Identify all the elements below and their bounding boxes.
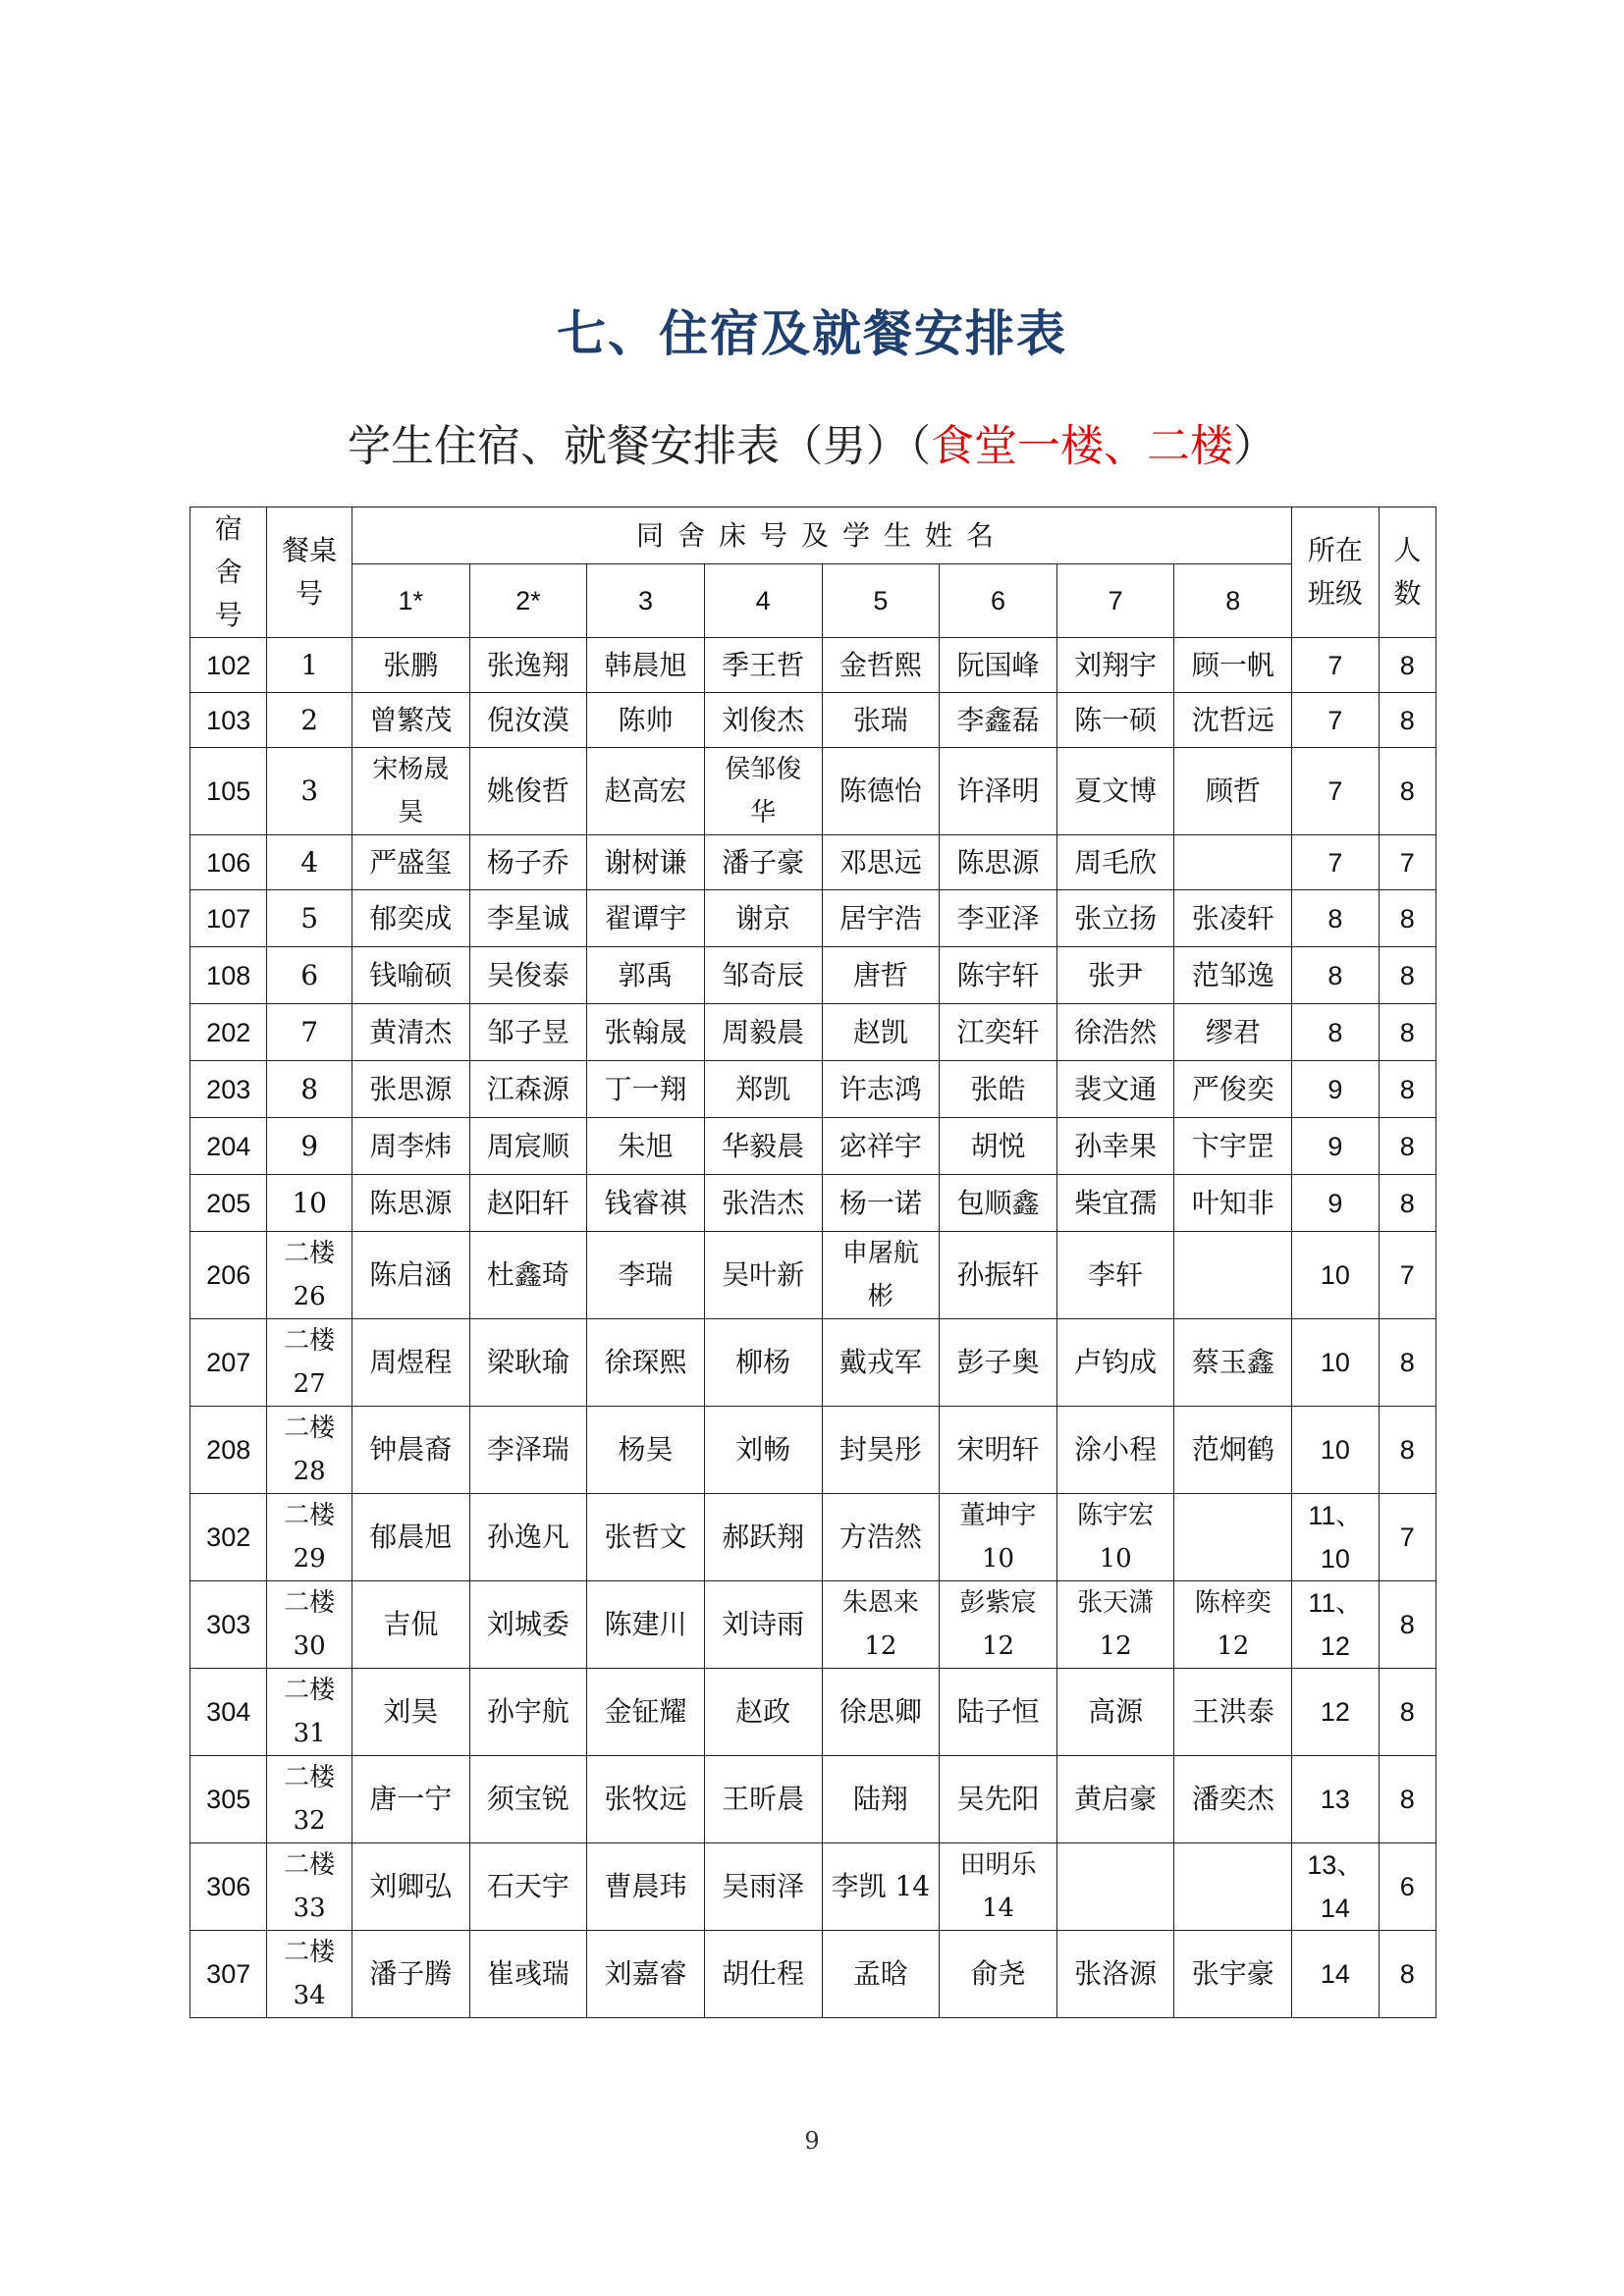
cell-class: 8 bbox=[1292, 1004, 1379, 1061]
cell-student-name: 范炯鹤 bbox=[1174, 1407, 1292, 1494]
cell-count: 8 bbox=[1379, 1407, 1435, 1494]
cell-table-number: 1 bbox=[267, 638, 352, 693]
cell-count: 8 bbox=[1379, 1669, 1435, 1756]
table-row bbox=[190, 835, 1436, 890]
subtitle-canteen-floors: 食堂一楼、二楼 bbox=[931, 421, 1233, 471]
table-row bbox=[190, 1843, 1436, 1931]
cell-student-name: 吴叶新 bbox=[704, 1232, 822, 1319]
cell-student-name: 赵高宏 bbox=[587, 748, 705, 835]
cell-student-name: 居宇浩 bbox=[822, 890, 940, 947]
cell-student-name: 田明乐 14 bbox=[940, 1843, 1057, 1931]
cell-student-name: 涂小程 bbox=[1056, 1407, 1174, 1494]
cell-student-name: 张天潇 12 bbox=[1056, 1581, 1174, 1669]
cell-student-name: 范邹逸 bbox=[1174, 947, 1292, 1004]
cell-student-name: 叶知非 bbox=[1174, 1175, 1292, 1232]
table-row bbox=[190, 947, 1436, 1004]
cell-student-name: 夏文博 bbox=[1056, 748, 1174, 835]
cell-student-name: 潘子豪 bbox=[704, 835, 822, 890]
table-row bbox=[190, 693, 1436, 748]
cell-student-name: 吴雨泽 bbox=[704, 1843, 822, 1931]
cell-dorm-number: 106 bbox=[190, 835, 267, 890]
cell-student-name bbox=[1174, 835, 1292, 890]
cell-count: 8 bbox=[1379, 1118, 1435, 1175]
cell-student-name: 高源 bbox=[1056, 1669, 1174, 1756]
cell-student-name: 孙逸凡 bbox=[469, 1494, 587, 1581]
header-bed-6: 6 bbox=[940, 564, 1057, 638]
cell-student-name: 朱旭 bbox=[587, 1118, 705, 1175]
cell-dorm-number: 202 bbox=[190, 1004, 267, 1061]
cell-student-name: 邹奇辰 bbox=[704, 947, 822, 1004]
cell-student-name: 周宸顺 bbox=[469, 1118, 587, 1175]
cell-student-name: 张鹏 bbox=[352, 638, 469, 693]
cell-dorm-number: 105 bbox=[190, 748, 267, 835]
cell-table-number: 5 bbox=[267, 890, 352, 947]
cell-student-name: 张牧远 bbox=[587, 1756, 705, 1843]
cell-dorm-number: 305 bbox=[190, 1756, 267, 1843]
cell-student-name: 宓祥宇 bbox=[822, 1118, 940, 1175]
cell-class: 7 bbox=[1292, 748, 1379, 835]
cell-student-name: 翟谭宇 bbox=[587, 890, 705, 947]
cell-count: 8 bbox=[1379, 1061, 1435, 1118]
cell-student-name: 邹子昱 bbox=[469, 1004, 587, 1061]
cell-student-name: 封昊彤 bbox=[822, 1407, 940, 1494]
table-row bbox=[190, 1319, 1436, 1407]
cell-student-name: 卢钧成 bbox=[1056, 1319, 1174, 1407]
cell-dorm-number: 304 bbox=[190, 1669, 267, 1756]
cell-student-name: 顾一帆 bbox=[1174, 638, 1292, 693]
table-header bbox=[190, 507, 1436, 638]
cell-student-name: 孙振轩 bbox=[940, 1232, 1057, 1319]
cell-dorm-number: 207 bbox=[190, 1319, 267, 1407]
cell-student-name: 张逸翔 bbox=[469, 638, 587, 693]
cell-student-name: 崔彧瑞 bbox=[469, 1931, 587, 2018]
cell-student-name: 石天宇 bbox=[469, 1843, 587, 1931]
cell-student-name: 刘城委 bbox=[469, 1581, 587, 1669]
cell-student-name: 杜鑫琦 bbox=[469, 1232, 587, 1319]
cell-student-name: 郁晨旭 bbox=[352, 1494, 469, 1581]
cell-student-name: 刘俊杰 bbox=[704, 693, 822, 748]
cell-student-name: 张宇豪 bbox=[1174, 1931, 1292, 2018]
header-bed-5: 5 bbox=[822, 564, 940, 638]
cell-count: 8 bbox=[1379, 693, 1435, 748]
cell-student-name: 王昕晨 bbox=[704, 1756, 822, 1843]
cell-student-name: 孟晗 bbox=[822, 1931, 940, 2018]
cell-class: 11、 12 bbox=[1292, 1581, 1379, 1669]
header-dorm-number: 宿 舍 号 bbox=[190, 507, 267, 638]
cell-student-name: 卞宇罡 bbox=[1174, 1118, 1292, 1175]
cell-dorm-number: 302 bbox=[190, 1494, 267, 1581]
table-row bbox=[190, 638, 1436, 693]
cell-student-name: 许志鸿 bbox=[822, 1061, 940, 1118]
cell-student-name: 赵凯 bbox=[822, 1004, 940, 1061]
table-row bbox=[190, 748, 1436, 835]
cell-student-name: 黄启豪 bbox=[1056, 1756, 1174, 1843]
cell-student-name: 潘子腾 bbox=[352, 1931, 469, 2018]
table-row bbox=[190, 1175, 1436, 1232]
cell-student-name: 刘嘉睿 bbox=[587, 1931, 705, 2018]
cell-student-name: 孙幸果 bbox=[1056, 1118, 1174, 1175]
cell-student-name: 吉侃 bbox=[352, 1581, 469, 1669]
cell-student-name: 李轩 bbox=[1056, 1232, 1174, 1319]
cell-student-name: 杨一诺 bbox=[822, 1175, 940, 1232]
table-row bbox=[190, 1061, 1436, 1118]
header-table-number: 餐桌 号 bbox=[267, 507, 352, 638]
cell-table-number: 2 bbox=[267, 693, 352, 748]
cell-student-name: 张翰晟 bbox=[587, 1004, 705, 1061]
cell-student-name: 李亚泽 bbox=[940, 890, 1057, 947]
cell-student-name: 柴宜孺 bbox=[1056, 1175, 1174, 1232]
cell-table-number: 3 bbox=[267, 748, 352, 835]
cell-student-name: 陆子恒 bbox=[940, 1669, 1057, 1756]
table-row bbox=[190, 1756, 1436, 1843]
cell-student-name: 侯邹俊 华 bbox=[704, 748, 822, 835]
cell-count: 8 bbox=[1379, 638, 1435, 693]
cell-student-name: 吴先阳 bbox=[940, 1756, 1057, 1843]
cell-student-name: 李凯 14 bbox=[822, 1843, 940, 1931]
cell-class: 12 bbox=[1292, 1669, 1379, 1756]
cell-student-name: 阮国峰 bbox=[940, 638, 1057, 693]
cell-student-name: 陈宇宏 10 bbox=[1056, 1494, 1174, 1581]
cell-student-name: 沈哲远 bbox=[1174, 693, 1292, 748]
cell-student-name: 徐思卿 bbox=[822, 1669, 940, 1756]
cell-count: 8 bbox=[1379, 1756, 1435, 1843]
cell-student-name: 江森源 bbox=[469, 1061, 587, 1118]
cell-count: 8 bbox=[1379, 890, 1435, 947]
cell-student-name: 刘翔宇 bbox=[1056, 638, 1174, 693]
cell-student-name: 戴戎军 bbox=[822, 1319, 940, 1407]
cell-student-name: 胡仕程 bbox=[704, 1931, 822, 2018]
cell-student-name: 严俊奕 bbox=[1174, 1061, 1292, 1118]
cell-class: 9 bbox=[1292, 1175, 1379, 1232]
cell-class: 13 bbox=[1292, 1756, 1379, 1843]
header-bed-1: 1* bbox=[352, 564, 469, 638]
cell-count: 7 bbox=[1379, 1494, 1435, 1581]
cell-table-number: 二楼 28 bbox=[267, 1407, 352, 1494]
cell-student-name: 张尹 bbox=[1056, 947, 1174, 1004]
cell-student-name: 季王哲 bbox=[704, 638, 822, 693]
cell-student-name: 徐琛熙 bbox=[587, 1319, 705, 1407]
table-body bbox=[190, 638, 1436, 2018]
cell-student-name: 梁耿瑜 bbox=[469, 1319, 587, 1407]
cell-student-name bbox=[1174, 1494, 1292, 1581]
cell-student-name: 刘卿弘 bbox=[352, 1843, 469, 1931]
table-row bbox=[190, 1118, 1436, 1175]
cell-student-name: 李泽瑞 bbox=[469, 1407, 587, 1494]
cell-student-name: 杨昊 bbox=[587, 1407, 705, 1494]
cell-student-name: 郭禹 bbox=[587, 947, 705, 1004]
cell-student-name: 刘畅 bbox=[704, 1407, 822, 1494]
header-bed-8: 8 bbox=[1174, 564, 1292, 638]
header-bed-4: 4 bbox=[704, 564, 822, 638]
cell-student-name: 李鑫磊 bbox=[940, 693, 1057, 748]
cell-student-name: 陈启涵 bbox=[352, 1232, 469, 1319]
cell-table-number: 4 bbox=[267, 835, 352, 890]
cell-student-name: 张凌轩 bbox=[1174, 890, 1292, 947]
cell-dorm-number: 205 bbox=[190, 1175, 267, 1232]
cell-student-name: 张皓 bbox=[940, 1061, 1057, 1118]
cell-student-name: 缪君 bbox=[1174, 1004, 1292, 1061]
cell-student-name: 胡悦 bbox=[940, 1118, 1057, 1175]
cell-dorm-number: 102 bbox=[190, 638, 267, 693]
cell-student-name: 包顺鑫 bbox=[940, 1175, 1057, 1232]
cell-student-name: 金哲熙 bbox=[822, 638, 940, 693]
cell-student-name: 宋明轩 bbox=[940, 1407, 1057, 1494]
cell-table-number: 二楼 26 bbox=[267, 1232, 352, 1319]
cell-class: 8 bbox=[1292, 890, 1379, 947]
table-row bbox=[190, 1494, 1436, 1581]
table-row bbox=[190, 1581, 1436, 1669]
cell-class: 10 bbox=[1292, 1407, 1379, 1494]
cell-table-number: 二楼 32 bbox=[267, 1756, 352, 1843]
cell-student-name: 裴文通 bbox=[1056, 1061, 1174, 1118]
cell-count: 7 bbox=[1379, 835, 1435, 890]
cell-student-name bbox=[1056, 1843, 1174, 1931]
cell-student-name: 柳杨 bbox=[704, 1319, 822, 1407]
cell-count: 8 bbox=[1379, 1581, 1435, 1669]
cell-class: 13、 14 bbox=[1292, 1843, 1379, 1931]
cell-student-name: 郝跃翔 bbox=[704, 1494, 822, 1581]
cell-student-name: 曹晨玮 bbox=[587, 1843, 705, 1931]
cell-count: 7 bbox=[1379, 1232, 1435, 1319]
cell-student-name: 张浩杰 bbox=[704, 1175, 822, 1232]
cell-count: 8 bbox=[1379, 748, 1435, 835]
cell-class: 7 bbox=[1292, 693, 1379, 748]
cell-student-name: 周李炜 bbox=[352, 1118, 469, 1175]
cell-student-name: 刘昊 bbox=[352, 1669, 469, 1756]
cell-table-number: 二楼 31 bbox=[267, 1669, 352, 1756]
cell-student-name: 唐一宁 bbox=[352, 1756, 469, 1843]
cell-table-number: 二楼 33 bbox=[267, 1843, 352, 1931]
cell-student-name: 周毅晨 bbox=[704, 1004, 822, 1061]
cell-table-number: 二楼 30 bbox=[267, 1581, 352, 1669]
cell-student-name: 陈德怡 bbox=[822, 748, 940, 835]
cell-student-name: 王洪泰 bbox=[1174, 1669, 1292, 1756]
cell-dorm-number: 307 bbox=[190, 1931, 267, 2018]
cell-dorm-number: 108 bbox=[190, 947, 267, 1004]
header-class: 所在 班级 bbox=[1292, 507, 1379, 638]
cell-student-name: 张洛源 bbox=[1056, 1931, 1174, 2018]
subtitle-close-paren: ） bbox=[1233, 421, 1276, 471]
cell-student-name: 赵阳轩 bbox=[469, 1175, 587, 1232]
cell-class: 7 bbox=[1292, 835, 1379, 890]
cell-student-name: 潘奕杰 bbox=[1174, 1756, 1292, 1843]
header-count: 人 数 bbox=[1379, 507, 1435, 638]
cell-student-name: 金钲耀 bbox=[587, 1669, 705, 1756]
cell-student-name: 陈思源 bbox=[940, 835, 1057, 890]
cell-student-name: 陈建川 bbox=[587, 1581, 705, 1669]
table-row bbox=[190, 1931, 1436, 2018]
cell-student-name: 张哲文 bbox=[587, 1494, 705, 1581]
subtitle-open-paren: （ bbox=[909, 421, 931, 471]
cell-student-name: 丁一翔 bbox=[587, 1061, 705, 1118]
cell-student-name: 曾繁茂 bbox=[352, 693, 469, 748]
cell-count: 6 bbox=[1379, 1843, 1435, 1931]
cell-student-name: 陈宇轩 bbox=[940, 947, 1057, 1004]
cell-student-name: 吴俊泰 bbox=[469, 947, 587, 1004]
cell-dorm-number: 107 bbox=[190, 890, 267, 947]
cell-table-number: 二楼 27 bbox=[267, 1319, 352, 1407]
cell-student-name: 邓思远 bbox=[822, 835, 940, 890]
cell-table-number: 6 bbox=[267, 947, 352, 1004]
header-bed-names: 同舍床号及学生姓名 bbox=[352, 507, 1291, 564]
cell-dorm-number: 208 bbox=[190, 1407, 267, 1494]
cell-dorm-number: 206 bbox=[190, 1232, 267, 1319]
cell-student-name: 钱睿祺 bbox=[587, 1175, 705, 1232]
cell-student-name: 张立扬 bbox=[1056, 890, 1174, 947]
header-bed-2: 2* bbox=[469, 564, 587, 638]
cell-table-number: 10 bbox=[267, 1175, 352, 1232]
cell-class: 9 bbox=[1292, 1061, 1379, 1118]
cell-student-name: 刘诗雨 bbox=[704, 1581, 822, 1669]
cell-dorm-number: 103 bbox=[190, 693, 267, 748]
cell-student-name bbox=[1174, 1232, 1292, 1319]
header-bed-7: 7 bbox=[1056, 564, 1174, 638]
cell-count: 8 bbox=[1379, 1175, 1435, 1232]
table-row bbox=[190, 890, 1436, 947]
cell-student-name: 华毅晨 bbox=[704, 1118, 822, 1175]
cell-student-name bbox=[1174, 1843, 1292, 1931]
cell-dorm-number: 203 bbox=[190, 1061, 267, 1118]
cell-class: 7 bbox=[1292, 638, 1379, 693]
cell-table-number: 8 bbox=[267, 1061, 352, 1118]
cell-student-name: 钟晨裔 bbox=[352, 1407, 469, 1494]
cell-student-name: 唐哲 bbox=[822, 947, 940, 1004]
cell-student-name: 周煜程 bbox=[352, 1319, 469, 1407]
table-row bbox=[190, 1407, 1436, 1494]
cell-student-name: 周毛欣 bbox=[1056, 835, 1174, 890]
cell-student-name: 谢树谦 bbox=[587, 835, 705, 890]
cell-student-name: 江奕轩 bbox=[940, 1004, 1057, 1061]
cell-student-name: 陈思源 bbox=[352, 1175, 469, 1232]
cell-student-name: 彭子奥 bbox=[940, 1319, 1057, 1407]
cell-student-name: 蔡玉鑫 bbox=[1174, 1319, 1292, 1407]
cell-student-name: 许泽明 bbox=[940, 748, 1057, 835]
cell-table-number: 9 bbox=[267, 1118, 352, 1175]
cell-table-number: 7 bbox=[267, 1004, 352, 1061]
cell-count: 8 bbox=[1379, 1931, 1435, 2018]
cell-student-name: 严盛玺 bbox=[352, 835, 469, 890]
cell-student-name: 郑凯 bbox=[704, 1061, 822, 1118]
cell-table-number: 二楼 34 bbox=[267, 1931, 352, 2018]
cell-class: 10 bbox=[1292, 1319, 1379, 1407]
page-title: 七、住宿及就餐安排表 bbox=[557, 305, 1067, 362]
cell-student-name: 须宝锐 bbox=[469, 1756, 587, 1843]
cell-count: 8 bbox=[1379, 1319, 1435, 1407]
cell-student-name: 谢京 bbox=[704, 890, 822, 947]
cell-student-name: 张瑞 bbox=[822, 693, 940, 748]
cell-student-name: 姚俊哲 bbox=[469, 748, 587, 835]
cell-student-name: 申屠航 彬 bbox=[822, 1232, 940, 1319]
cell-dorm-number: 306 bbox=[190, 1843, 267, 1931]
table-row bbox=[190, 1004, 1436, 1061]
table-subtitle bbox=[0, 410, 1624, 473]
table-row bbox=[190, 1669, 1436, 1756]
cell-student-name: 俞尧 bbox=[940, 1931, 1057, 2018]
table-row bbox=[190, 1232, 1436, 1319]
cell-class: 8 bbox=[1292, 947, 1379, 1004]
cell-student-name: 杨子乔 bbox=[469, 835, 587, 890]
cell-dorm-number: 303 bbox=[190, 1581, 267, 1669]
cell-student-name: 孙宇航 bbox=[469, 1669, 587, 1756]
cell-class: 9 bbox=[1292, 1118, 1379, 1175]
cell-student-name: 黄清杰 bbox=[352, 1004, 469, 1061]
cell-count: 8 bbox=[1379, 947, 1435, 1004]
cell-student-name: 李星诚 bbox=[469, 890, 587, 947]
cell-class: 11、 10 bbox=[1292, 1494, 1379, 1581]
cell-student-name: 顾哲 bbox=[1174, 748, 1292, 835]
cell-student-name: 陈一硕 bbox=[1056, 693, 1174, 748]
cell-count: 8 bbox=[1379, 1004, 1435, 1061]
cell-class: 14 bbox=[1292, 1931, 1379, 2018]
cell-student-name: 彭紫宸 12 bbox=[940, 1581, 1057, 1669]
cell-student-name: 郁奕成 bbox=[352, 890, 469, 947]
cell-student-name: 方浩然 bbox=[822, 1494, 940, 1581]
cell-dorm-number: 204 bbox=[190, 1118, 267, 1175]
subtitle-main: 学生住宿、就餐安排表（男） bbox=[348, 421, 909, 471]
dorm-dining-table bbox=[189, 507, 1436, 2018]
cell-student-name: 董坤宇 10 bbox=[940, 1494, 1057, 1581]
cell-student-name: 李瑞 bbox=[587, 1232, 705, 1319]
cell-table-number: 二楼 29 bbox=[267, 1494, 352, 1581]
cell-student-name: 宋杨晟 昊 bbox=[352, 748, 469, 835]
cell-student-name: 钱喻硕 bbox=[352, 947, 469, 1004]
cell-student-name: 陆翔 bbox=[822, 1756, 940, 1843]
cell-student-name: 陈梓奕 12 bbox=[1174, 1581, 1292, 1669]
cell-student-name: 陈帅 bbox=[587, 693, 705, 748]
page-number: 9 bbox=[804, 2127, 820, 2155]
cell-student-name: 韩晨旭 bbox=[587, 638, 705, 693]
header-bed-3: 3 bbox=[587, 564, 705, 638]
cell-student-name: 倪汝漠 bbox=[469, 693, 587, 748]
cell-student-name: 张思源 bbox=[352, 1061, 469, 1118]
cell-student-name: 朱恩来 12 bbox=[822, 1581, 940, 1669]
cell-student-name: 赵政 bbox=[704, 1669, 822, 1756]
cell-student-name: 徐浩然 bbox=[1056, 1004, 1174, 1061]
cell-class: 10 bbox=[1292, 1232, 1379, 1319]
